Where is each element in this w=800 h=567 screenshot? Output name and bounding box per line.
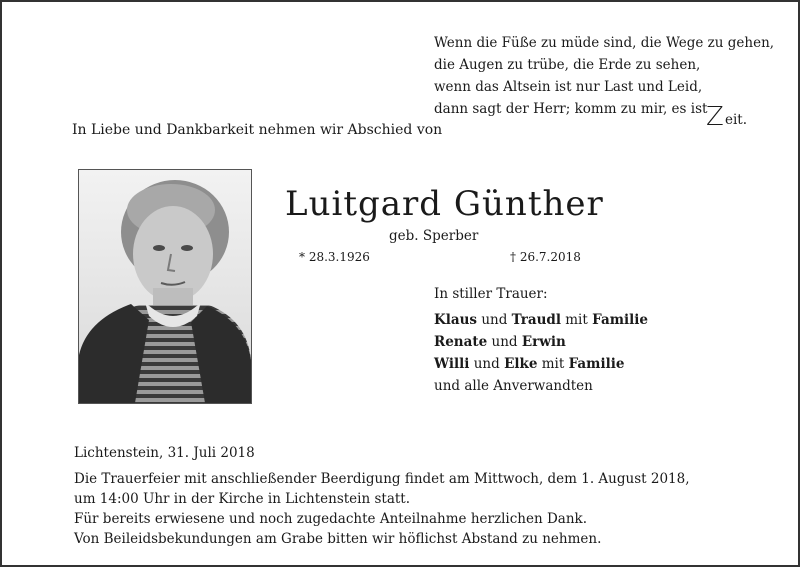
mourner-name: Willi [434,356,470,372]
poem-final-initial: Z [706,102,724,132]
mourner-line [434,309,648,331]
mourner-connector: mit [560,312,593,328]
deceased-name: Luitgard Günther [285,184,604,224]
mourner-connector: und [477,312,512,328]
portrait-photo [78,169,252,404]
mourner-name: Erwin [521,334,566,350]
birth-date: * 28.3.1926 [299,250,370,264]
poem [434,32,784,132]
notice-line: Für bereits erwiesene und noch zugedachte Anteilnahme herzlichen Dank. [74,511,587,527]
birth-name: geb. Sperber [389,228,479,244]
mourner-line [434,375,648,397]
mourner-name: Klaus [434,312,478,328]
poem-line: Wenn die Füße zu müde sind, die Wege zu gehen, [434,35,775,51]
mourner-name: Familie [568,356,625,372]
notice-line: Die Trauerfeier mit anschließender Beerdigung findet am Mittwoch, dem 1. August 2018, [74,471,690,487]
mourner-name: Familie [592,312,648,328]
mourner-connector: und alle Anverwandten [434,378,593,394]
mourner-name: Elke [504,356,538,372]
mourner-line [434,353,648,375]
mourner-name: Renate [434,334,488,350]
funeral-notice [74,469,690,549]
notice-line: um 14:00 Uhr in der Kirche in Lichtenstein statt. [74,491,411,507]
death-date: † 26.7.2018 [510,250,581,264]
mourner-connector: und [469,356,505,372]
intro-text: In Liebe und Dankbarkeit nehmen wir Abschied von [72,122,443,138]
mourners-heading: In stiller Trauer: [434,286,548,302]
mourner-connector: mit [537,356,569,372]
poem-line: wenn das Altsein ist nur Last und Leid, [434,79,703,95]
mourners-list [434,309,648,397]
mourner-name: Traudl [511,312,561,328]
mourner-connector: und [487,334,522,350]
poem-final-rest: eit. [725,112,748,128]
poem-line: dann sagt der Herr; komm zu mir, es ist [434,101,708,117]
place-date: Lichtenstein, 31. Juli 2018 [74,445,255,461]
mourner-line [434,331,648,353]
notice-line: Von Beileidsbekundungen am Grabe bitten wir höflichst Abstand zu nehmen. [74,531,602,547]
portrait-photo-icon [79,170,251,403]
poem-line: die Augen zu trübe, die Erde zu sehen, [434,57,701,73]
